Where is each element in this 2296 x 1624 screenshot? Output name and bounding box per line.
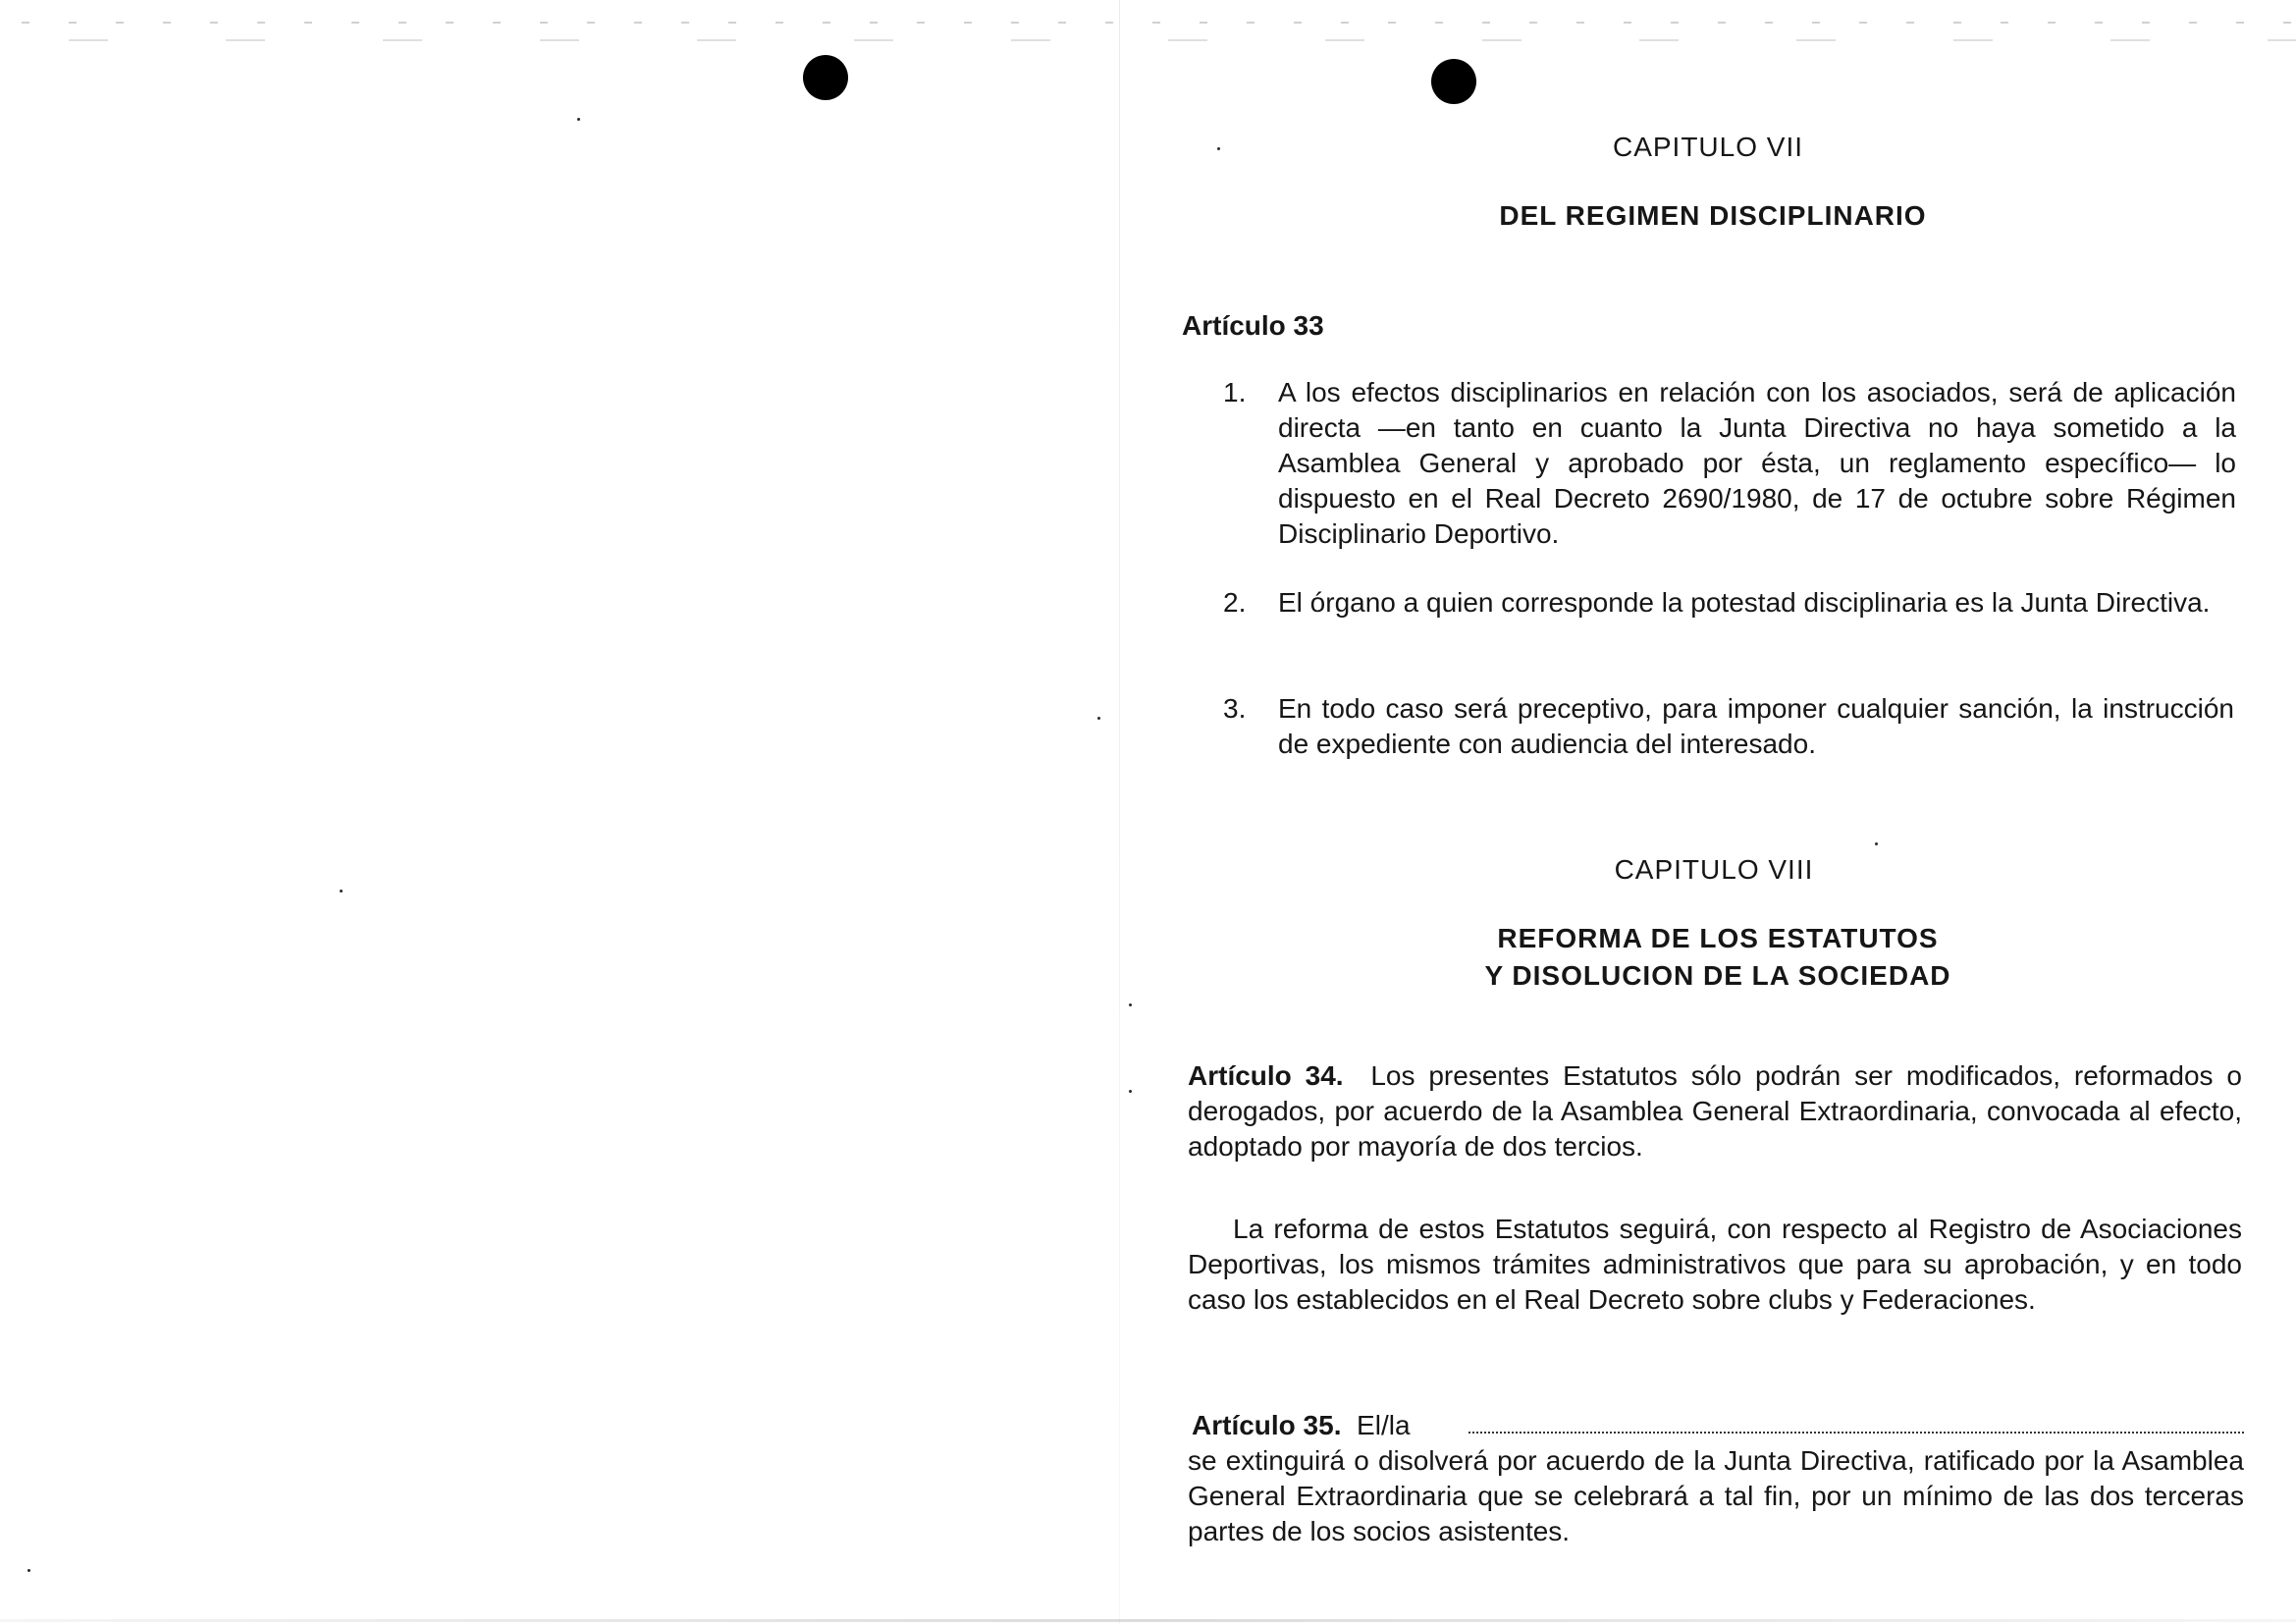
scan-speck xyxy=(1217,147,1220,150)
scan-speck xyxy=(340,890,343,893)
chapter-7-title: CAPITULO VII xyxy=(1612,132,1804,162)
scan-edge-noise xyxy=(0,18,2296,47)
article-33-item-3-text: En todo caso será preceptivo, para imponer cualquier sanción, la instrucción de expediente con audiencia del interesado. xyxy=(1278,693,2234,759)
article-34-label: Artículo 34. xyxy=(1188,1060,1344,1091)
article-34-paragraph xyxy=(1188,1058,2242,1164)
chapter-8-subtitle-line-1: REFORMA DE LOS ESTATUTOS xyxy=(1497,923,1939,953)
article-35-blank-line xyxy=(1468,1432,2244,1434)
article-33-item-3-number: 3. xyxy=(1223,693,1247,724)
article-33-item-1-text: A los efectos disciplinarios en relación con los asociados, será de aplicación directa —en tanto en cuanto la Junta Directiva no haya sometido a la Asamblea General y aprobado por ésta, un reglamento específico— lo dispuesto en el Real Decreto 2690/1980, de 17 de octubre sobre Régimen Disciplinario Deportivo. xyxy=(1278,377,2236,549)
punch-hole-right xyxy=(1431,59,1476,104)
article-34-paragraph-2: La reforma de estos Estatutos seguirá, con respecto al Registro de Asociaciones Deportivas, los mismos trámites administrativos que para su aprobación, y en todo caso los establecidos en el Real Decreto sobre clubs y Federaciones. xyxy=(1188,1214,2242,1315)
scan-speck xyxy=(1875,842,1878,845)
scan-speck xyxy=(1129,1090,1132,1093)
scan-speck xyxy=(27,1569,30,1572)
page-fold xyxy=(1119,0,1120,1624)
article-35-label: Artículo 35. xyxy=(1192,1410,1342,1440)
punch-hole-left xyxy=(803,55,848,100)
scan-speck xyxy=(1097,717,1100,720)
chapter-8-subtitle-line-2: Y DISOLUCION DE LA SOCIEDAD xyxy=(1484,960,1951,991)
scan-bottom-edge xyxy=(0,1619,2296,1622)
chapter-8-title: CAPITULO VIII xyxy=(1614,854,1814,885)
article-35-first-line xyxy=(1192,1408,1486,1443)
article-33-item-1-number: 1. xyxy=(1223,377,1247,407)
article-35-lead: El/la xyxy=(1357,1410,1411,1440)
chapter-7-subtitle: DEL REGIMEN DISCIPLINARIO xyxy=(1499,200,1927,231)
scan-speck xyxy=(1129,1003,1132,1006)
article-33-item-2-text: El órgano a quien corresponde la potestad disciplinaria es la Junta Directiva. xyxy=(1278,587,2211,618)
article-33-heading: Artículo 33 xyxy=(1182,310,1324,341)
article-35-text: se extinguirá o disolverá por acuerdo de la Junta Directiva, ratificado por la Asamblea General Extraordinaria que se celebrará a tal fin, por un mínimo de las dos terceras partes de los socios asistentes. xyxy=(1188,1445,2244,1546)
article-33-item-2-number: 2. xyxy=(1223,587,1247,618)
scan-speck xyxy=(577,118,580,121)
article-34-text: Los presentes Estatutos sólo podrán ser modificados, reformados o derogados, por acuerdo de la Asamblea General Extraordinaria, convocada al efecto, adoptado por mayoría de dos tercios. xyxy=(1188,1060,2242,1162)
